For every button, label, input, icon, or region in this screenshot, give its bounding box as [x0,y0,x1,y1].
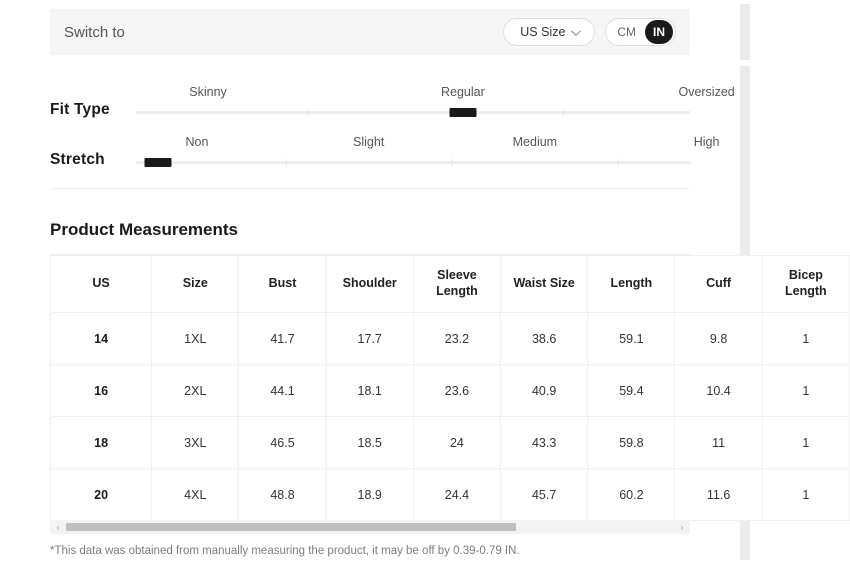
cell-cuff: 11 [675,417,762,469]
cell-bust: 46.5 [239,417,326,469]
scroll-left-arrow-icon[interactable]: ‹ [56,522,60,532]
measurements-table [50,255,850,521]
column-header-sleeve-length: Sleeve Length [413,256,500,313]
stretch-label: Stretch [50,151,105,168]
cell-bicep-length: 1 [762,417,849,469]
column-header-shoulder: Shoulder [326,256,413,313]
cell-shoulder: 17.7 [326,313,413,365]
scrollbar-thumb[interactable] [66,523,516,531]
fit-type-track[interactable] [136,111,690,114]
cell-us: 16 [51,365,152,417]
cell-length: 59.4 [588,365,675,417]
switch-to-label: Switch to [64,23,125,41]
cell-bust: 41.7 [239,313,326,365]
cell-us: 20 [51,469,152,521]
cell-us: 18 [51,417,152,469]
cell-waist-size: 45.7 [501,469,588,521]
table-row [51,365,850,417]
cell-sleeve-length: 23.2 [413,313,500,365]
unit-switch-bar [50,9,690,55]
stretch-thumb[interactable] [145,158,172,167]
stretch-slider[interactable] [136,128,720,177]
section-divider [50,188,690,189]
measurement-footnote: *This data was obtained from manually measuring the product, it may be off by 0.39-0.79 IN. [50,545,520,557]
scrollbar-trough[interactable] [66,523,674,531]
cell-waist-size: 40.9 [501,365,588,417]
cell-sleeve-length: 24.4 [413,469,500,521]
cell-bicep-length: 1 [762,365,849,417]
cell-us: 14 [51,313,152,365]
cell-bicep-length: 1 [762,313,849,365]
cell-waist-size: 43.3 [501,417,588,469]
table-header-row [51,256,850,313]
fit-type-row [50,78,735,127]
cell-shoulder: 18.9 [326,469,413,521]
table-horizontal-scrollbar[interactable] [50,520,690,534]
fit-type-label: Fit Type [50,101,110,118]
fit-type-thumb[interactable] [449,108,476,117]
unit-option-cm[interactable]: CM [617,25,636,39]
cell-sleeve-length: 24 [413,417,500,469]
size-system-dropdown[interactable] [503,18,595,46]
fit-type-tick-regular: Regular [440,85,485,99]
cell-size: 3XL [152,417,239,469]
unit-option-in[interactable]: IN [645,20,673,44]
cell-length: 59.1 [588,313,675,365]
column-header-bust: Bust [239,256,326,313]
cell-cuff: 11.6 [675,469,762,521]
measurements-table-scroll-area[interactable] [50,254,827,519]
product-measurements-title: Product Measurements [50,220,238,239]
stretch-tick-slight: Slight [353,135,385,149]
cell-size: 1XL [152,313,239,365]
cell-size: 4XL [152,469,239,521]
stretch-tick-high: High [693,135,720,149]
fit-type-slider[interactable] [136,78,735,127]
cell-shoulder: 18.5 [326,417,413,469]
column-header-waist-size: Waist Size [501,256,588,313]
cell-sleeve-length: 23.6 [413,365,500,417]
cell-cuff: 10.4 [675,365,762,417]
table-row [51,469,850,521]
table-row [51,313,850,365]
cell-bust: 48.8 [239,469,326,521]
cell-bicep-length: 1 [762,469,849,521]
column-header-length: Length [588,256,675,313]
cell-length: 59.8 [588,417,675,469]
cell-cuff: 9.8 [675,313,762,365]
chevron-down-icon [571,26,581,36]
unit-toggle[interactable] [605,18,676,46]
fit-type-tick-skinny: Skinny [189,85,227,99]
column-header-cuff: Cuff [675,256,762,313]
cell-bust: 44.1 [239,365,326,417]
scroll-right-arrow-icon[interactable]: › [680,522,684,532]
column-header-size: Size [152,256,239,313]
cell-shoulder: 18.1 [326,365,413,417]
table-row [51,417,850,469]
size-system-value: US Size [520,25,566,39]
cell-waist-size: 38.6 [501,313,588,365]
stretch-tick-medium: Medium [512,135,558,149]
column-header-us: US [51,256,152,313]
cell-size: 2XL [152,365,239,417]
stretch-track[interactable] [136,161,690,164]
stretch-row [50,128,720,177]
column-header-bicep-length: Bicep Length [762,256,849,313]
cell-length: 60.2 [588,469,675,521]
stretch-tick-non: Non [185,135,209,149]
fit-type-tick-oversized: Oversized [678,85,735,99]
